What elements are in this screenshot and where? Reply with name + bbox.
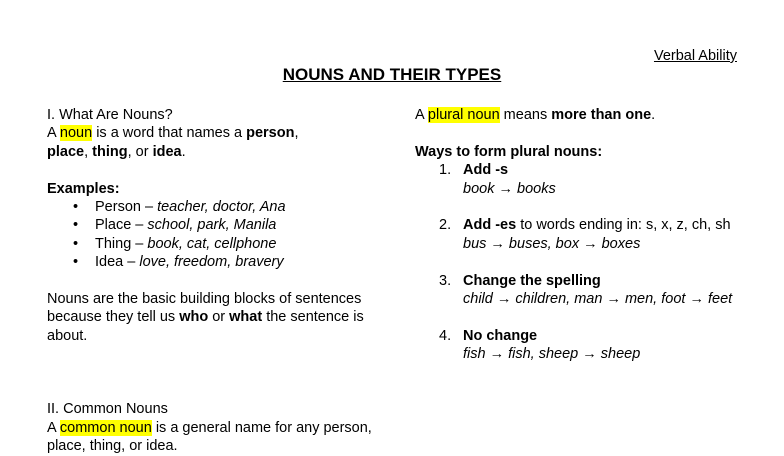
building-blocks-paragraph: Nouns are the basic building blocks of sentences because they tell us who or what the sentence is about.: [47, 291, 364, 344]
list-item: 1. Add -s book → books: [439, 162, 556, 197]
common-noun-definition: A common noun is a general name for any person, place, thing, or idea.: [47, 419, 372, 455]
section-heading-what-are-nouns: I. What Are Nouns?: [47, 107, 173, 123]
list-item: • Idea – love, freedom, bravery: [95, 253, 377, 271]
page-title: NOUNS AND THEIR TYPES: [282, 65, 502, 84]
highlight-common-noun: common noun: [59, 419, 152, 436]
plural-noun-definition: A plural noun means more than one.: [415, 107, 656, 123]
highlight-plural-noun: plural noun: [427, 107, 500, 123]
list-item: • Place – school, park, Manila: [95, 216, 377, 234]
noun-definition: A noun is a word that names a person, place, thing, or idea.: [47, 125, 299, 160]
list-item: 3. Change the spelling child → children, man → men, foot → feet: [439, 272, 733, 308]
list-item: 4. No change fish → fish, sheep → sheep: [439, 327, 641, 363]
examples-list: [47, 198, 377, 272]
section-tag: Verbal Ability: [653, 48, 737, 64]
section-heading-common-nouns: II. Common Nouns: [47, 401, 168, 418]
left-column: [47, 106, 377, 456]
highlight-noun: noun: [59, 125, 93, 142]
list-item: • Thing – book, cat, cellphone: [95, 235, 377, 253]
ways-heading: Ways to form plural nouns:: [415, 143, 603, 160]
right-column: [415, 106, 750, 382]
examples-heading: Examples:: [47, 180, 120, 197]
list-item: 2. Add -es to words ending in: s, x, z, ch, sh bus → buses, box → boxes: [439, 217, 731, 252]
ways-list: [415, 161, 750, 363]
list-item: • Person – teacher, doctor, Ana: [95, 198, 377, 216]
